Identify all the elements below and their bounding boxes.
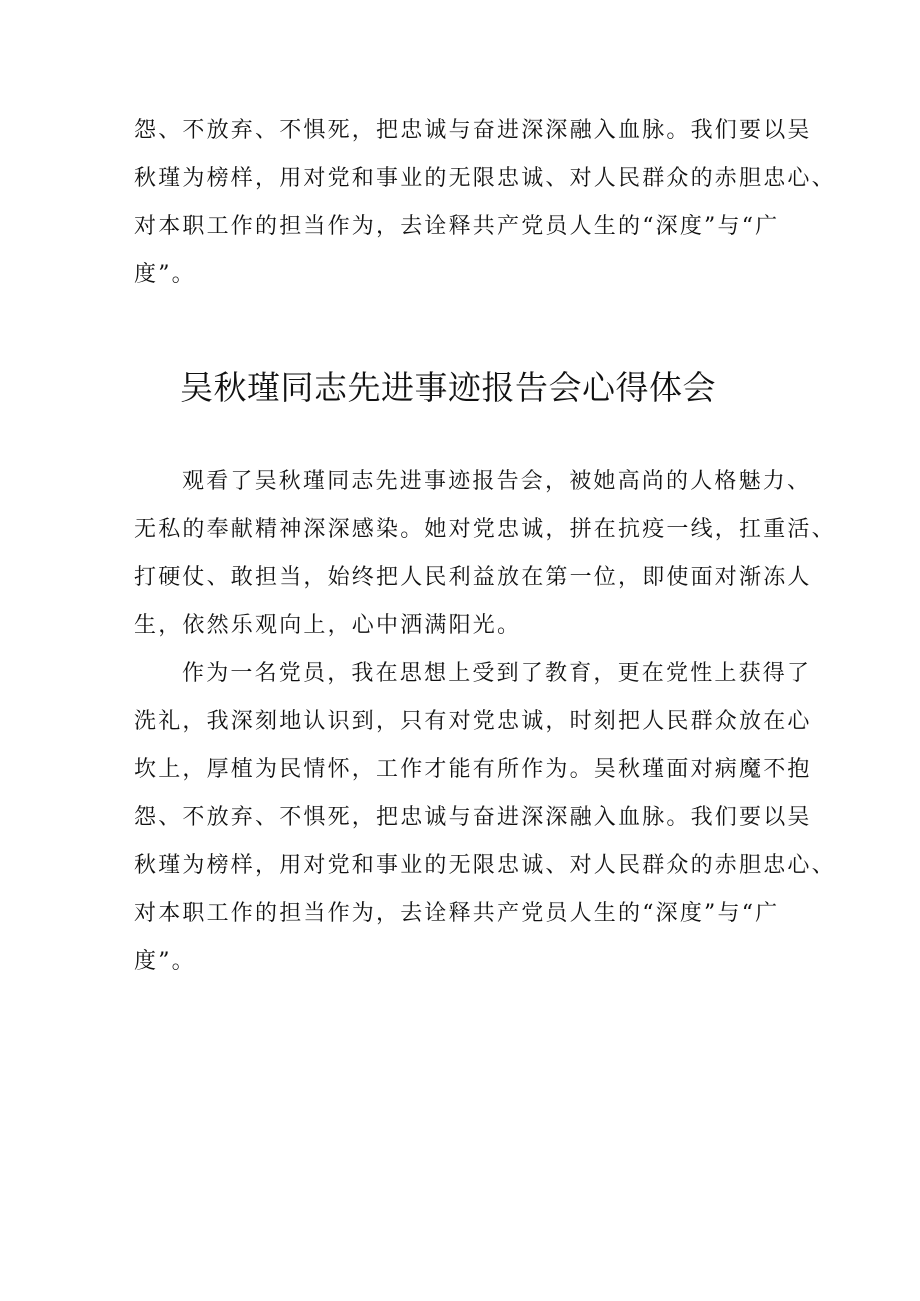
- paragraph-2-line-4: 怨、不放弃、不惧死，把忠诚与奋进深深融入血脉。我们要以吴: [134, 805, 812, 830]
- paragraph-2: [134, 650, 836, 986]
- paragraph-1-line-1: 观看了吴秋瑾同志先进事迹报告会，被她高尚的人格魅力、: [182, 469, 812, 494]
- continuation-line-2: 秋瑾为榜样，用对党和事业的无限忠诚、对人民群众的赤胆忠心、: [134, 166, 836, 191]
- continuation-line-3: 对本职工作的担当作为，去诠释共产党员人生的“深度”与“广: [134, 214, 780, 239]
- paragraph-2-line-5: 秋瑾为榜样，用对党和事业的无限忠诚、对人民群众的赤胆忠心、: [134, 853, 836, 878]
- paragraph-2-line-6: 对本职工作的担当作为，去诠释共产党员人生的“深度”与“广: [134, 901, 780, 926]
- paragraph-1-line-4: 生，依然乐观向上，心中洒满阳光。: [134, 613, 522, 638]
- paragraph-2-line-1: 作为一名党员，我在思想上受到了教育，更在党性上获得了: [182, 661, 812, 686]
- paragraph-2-line-2: 洗礼，我深刻地认识到，只有对党忠诚，时刻把人民群众放在心: [134, 709, 812, 734]
- continuation-line-1: 怨、不放弃、不惧死，把忠诚与奋进深深融入血脉。我们要以吴: [134, 118, 812, 143]
- paragraph-1-line-3: 打硬仗、敢担当，始终把人民利益放在第一位，即使面对渐冻人: [134, 565, 812, 590]
- continuation-line-4: 度”。: [134, 262, 196, 287]
- document-body: [134, 458, 836, 986]
- paragraph-1-line-2: 无私的奉献精神深深感染。她对党忠诚，拼在抗疫一线，扛重活、: [134, 517, 836, 542]
- continuation-paragraph: [134, 107, 836, 299]
- paragraph-2-line-7: 度”。: [134, 949, 196, 974]
- document-title: 吴秋瑾同志先进事迹报告会心得体会: [180, 368, 716, 407]
- paragraph-2-line-3: 坎上，厚植为民情怀，工作才能有所作为。吴秋瑾面对病魔不抱: [134, 757, 812, 782]
- paragraph-1: [134, 458, 836, 650]
